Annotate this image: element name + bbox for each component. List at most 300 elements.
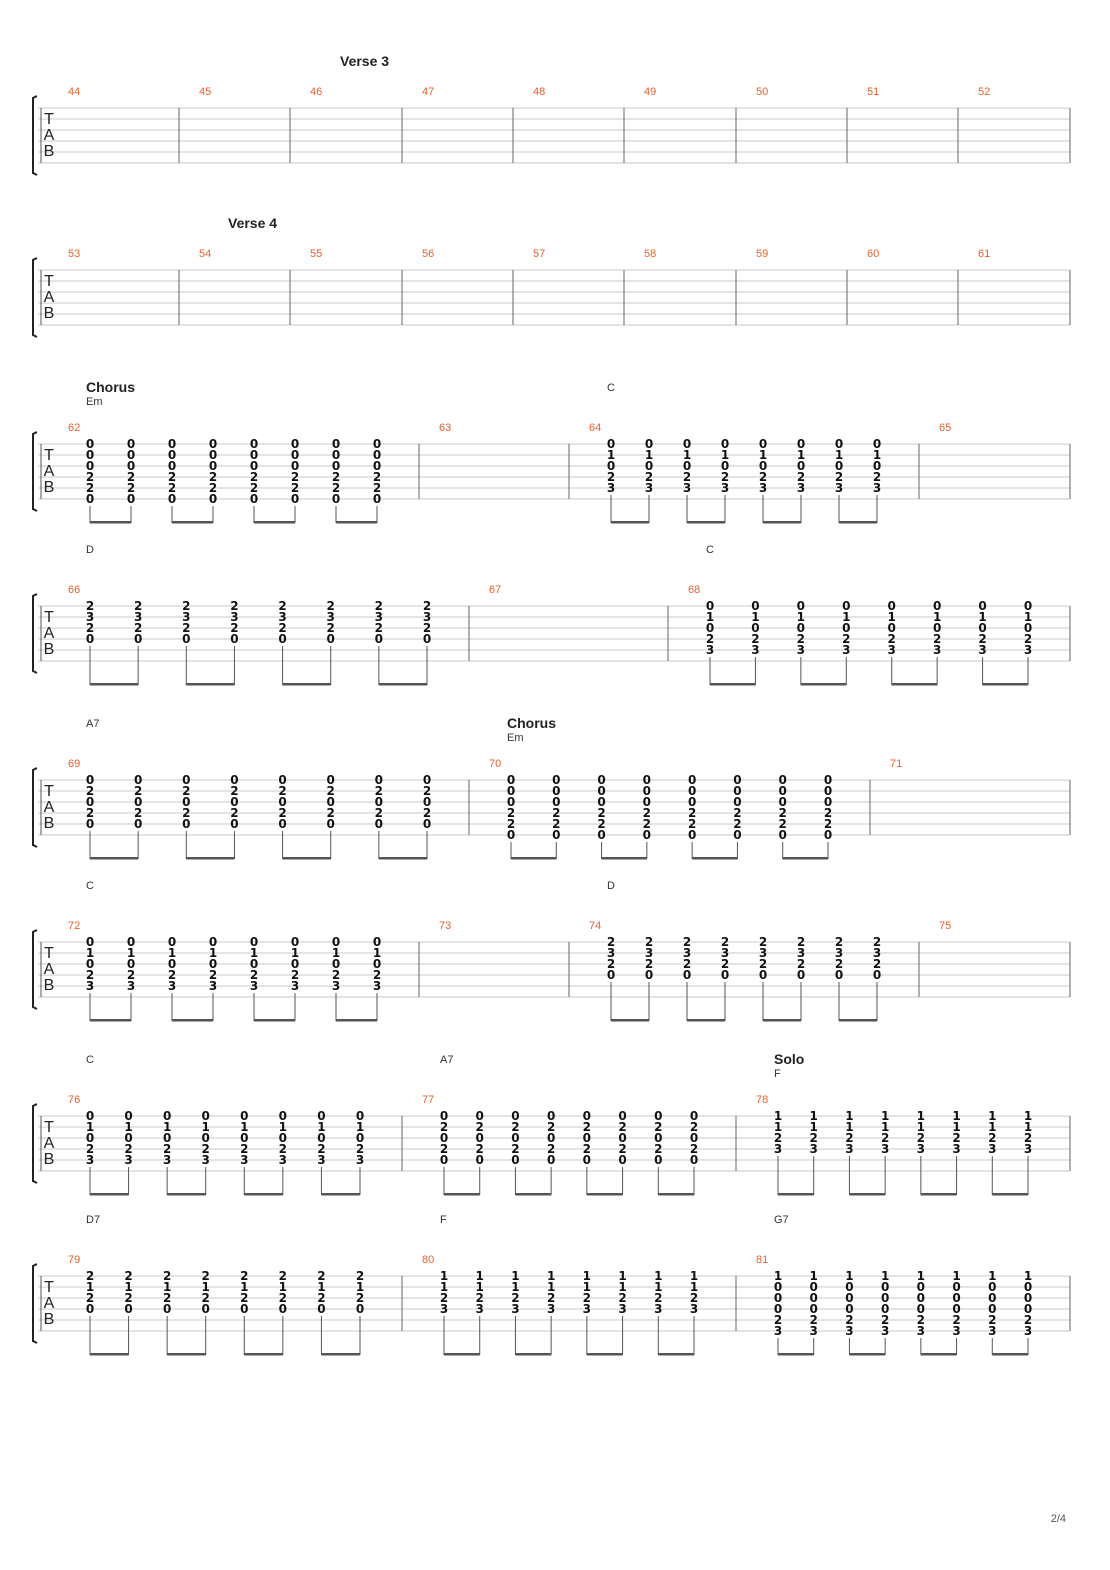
tab-clef-letter: A [43,1295,55,1312]
fret-number: 0 [597,795,606,809]
fret-number: 2 [758,470,768,484]
fret-number: 0 [278,1131,288,1145]
fret-number: 1 [201,1280,210,1294]
fret-number: 1 [546,1280,556,1294]
measure-number: 64 [589,422,602,434]
fret-number: 1 [355,1280,365,1294]
fret-number: 2 [644,935,654,949]
fret-number: 1 [887,610,896,624]
fret-number: 2 [733,806,742,820]
fret-number: 0 [733,784,742,798]
fret-number: 0 [182,632,191,646]
fret-number: 0 [372,459,382,473]
measure-number: 69 [68,758,81,770]
fret-number: 0 [201,1109,210,1123]
note-beam [921,1353,957,1356]
fret-number: 0 [809,1291,818,1305]
fret-number: 0 [182,795,191,809]
fret-number: 0 [372,437,382,451]
fret-number: 0 [644,459,654,473]
fret-number: 2 [290,470,300,484]
fret-number: 0 [85,817,95,831]
measure-number: 72 [68,920,81,932]
fret-number: 0 [642,828,652,842]
fret-number: 0 [355,1302,365,1316]
fret-number: 1 [773,1109,783,1123]
fret-number: 0 [773,1302,783,1316]
fret-number: 2 [978,632,987,646]
fret-number: 2 [689,1142,699,1156]
fret-number: 0 [872,459,882,473]
fret-number: 2 [682,957,692,971]
fret-number: 3 [1023,1324,1033,1338]
fret-number: 2 [773,1313,783,1327]
measure-number: 46 [310,86,323,98]
fret-number: 2 [133,806,143,820]
fret-number: 2 [326,599,335,613]
fret-number: 3 [249,979,259,993]
fret-number: 1 [916,1120,926,1134]
tab-clef-letter: B [43,143,55,160]
fret-number: 2 [208,470,218,484]
fret-number: 2 [654,1142,663,1156]
note-beam [444,1193,480,1196]
note-beam [254,1019,295,1022]
fret-number: 3 [208,979,218,993]
fret-number: 0 [552,795,561,809]
chord-name: C [86,1054,94,1066]
fret-number: 1 [796,448,806,462]
fret-number: 0 [230,632,239,646]
fret-number: 0 [689,1109,699,1123]
fret-number: 3 [326,610,335,624]
note-beam [90,1353,129,1356]
fret-number: 2 [208,968,218,982]
fret-number: 1 [845,1269,854,1283]
fret-number: 2 [916,1313,926,1327]
fret-number: 0 [642,773,652,787]
fret-number: 0 [475,1153,484,1167]
chord-name: A7 [440,1054,454,1066]
fret-number: 0 [326,795,335,809]
fret-number: 0 [952,1280,961,1294]
fret-number: 1 [988,1109,997,1123]
system-bracket [33,1264,37,1343]
fret-number: 0 [597,773,606,787]
fret-number: 0 [952,1291,961,1305]
tab-clef-letter: T [44,111,54,128]
note-beam [167,1193,206,1196]
measure-number: 68 [688,584,701,596]
measure-number: 71 [890,758,903,770]
fret-number: 3 [758,481,768,495]
fret-number: 2 [705,632,715,646]
fret-number: 0 [374,817,384,831]
fret-number: 0 [201,1131,210,1145]
note-beam [90,683,138,686]
note-beam [687,1019,725,1022]
fret-number: 1 [249,946,259,960]
note-beam [244,1353,283,1356]
fret-number: 0 [133,773,143,787]
fret-number: 3 [916,1324,926,1338]
fret-number: 1 [689,1269,699,1283]
fret-number: 2 [331,968,341,982]
fret-number: 2 [682,470,692,484]
measure-number: 75 [939,920,952,932]
measure-number: 54 [199,248,212,260]
fret-number: 1 [952,1109,961,1123]
fret-number: 2 [475,1120,484,1134]
fret-number: 2 [240,1269,249,1283]
fret-number: 2 [642,817,652,831]
fret-number: 0 [887,599,896,613]
fret-number: 3 [85,610,95,624]
fret-number: 0 [654,1131,663,1145]
fret-number: 0 [834,459,844,473]
tab-clef-letter: A [43,1135,55,1152]
fret-number: 2 [372,968,382,982]
fret-number: 0 [126,448,136,462]
fret-number: 3 [85,979,95,993]
fret-number: 0 [1023,1291,1033,1305]
fret-number: 3 [978,643,987,657]
note-beam [321,1193,360,1196]
fret-number: 2 [278,621,287,635]
section-label: Verse 4 [228,215,278,231]
measure-number: 79 [68,1254,81,1266]
fret-number: 0 [182,817,191,831]
note-beam [515,1193,551,1196]
fret-number: 2 [689,1291,699,1305]
fret-number: 2 [182,621,191,635]
fret-number: 3 [644,946,654,960]
fret-number: 2 [331,481,341,495]
fret-number: 2 [85,1142,95,1156]
note-beam [992,1193,1028,1196]
note-beam [167,1353,206,1356]
fret-number: 0 [85,1109,95,1123]
fret-number: 0 [230,773,239,787]
fret-number: 2 [126,481,136,495]
measure-number: 77 [422,1094,435,1106]
fret-number: 0 [511,1109,520,1123]
fret-number: 0 [796,599,806,613]
fret-number: 2 [606,470,616,484]
section-label: Solo [774,1051,805,1067]
note-beam [892,683,937,686]
fret-number: 0 [506,773,516,787]
fret-number: 1 [845,1109,854,1123]
fret-number: 2 [546,1142,556,1156]
fret-number: 0 [475,1131,484,1145]
system-bracket [33,930,37,1009]
fret-number: 2 [290,968,300,982]
note-beam [186,857,234,860]
fret-number: 1 [240,1120,249,1134]
fret-number: 1 [162,1280,172,1294]
fret-number: 0 [511,1153,520,1167]
fret-number: 2 [845,1313,854,1327]
fret-number: 3 [751,643,760,657]
fret-number: 2 [326,784,335,798]
note-beam [283,857,331,860]
fret-number: 1 [845,1120,854,1134]
fret-number: 1 [278,1280,288,1294]
chord-name: D7 [86,1214,101,1226]
chord-name: D [86,544,94,556]
fret-number: 3 [133,610,143,624]
tab-clef-letter: T [44,945,54,962]
note-beam [658,1353,694,1356]
fret-number: 0 [167,492,177,506]
fret-number: 0 [208,935,218,949]
fret-number: 2 [511,1142,520,1156]
fret-number: 0 [932,599,942,613]
fret-number: 1 [618,1280,627,1294]
fret-number: 2 [682,935,692,949]
fret-number: 2 [182,599,191,613]
fret-number: 0 [439,1153,449,1167]
measure-number: 62 [68,422,81,434]
fret-number: 0 [422,632,432,646]
fret-number: 1 [167,946,177,960]
fret-number: 0 [422,795,432,809]
fret-number: 3 [988,1142,997,1156]
fret-number: 1 [317,1280,326,1294]
fret-number: 2 [511,1291,520,1305]
fret-number: 0 [133,795,143,809]
fret-number: 0 [773,1280,783,1294]
fret-number: 0 [809,1302,818,1316]
fret-number: 0 [823,773,833,787]
fret-number: 0 [290,459,300,473]
fret-number: 0 [1023,1280,1033,1294]
note-beam [90,1193,129,1196]
fret-number: 0 [372,935,382,949]
fret-number: 1 [988,1120,997,1134]
fret-number: 3 [606,946,616,960]
measure-number: 67 [489,584,502,596]
fret-number: 0 [278,795,287,809]
measure-number: 44 [68,86,81,98]
fret-number: 3 [809,1142,818,1156]
fret-number: 0 [85,773,95,787]
fret-number: 0 [230,795,239,809]
fret-number: 0 [326,773,335,787]
fret-number: 0 [85,437,95,451]
fret-number: 0 [85,1131,95,1145]
fret-number: 0 [606,968,616,982]
fret-number: 0 [126,492,136,506]
note-beam [778,1353,814,1356]
note-beam [687,521,725,524]
fret-number: 1 [880,1269,890,1283]
fret-number: 2 [552,817,561,831]
fret-number: 1 [682,448,692,462]
fret-number: 2 [511,1120,520,1134]
fret-number: 3 [880,1324,890,1338]
fret-number: 0 [511,1131,520,1145]
fret-number: 3 [374,610,384,624]
fret-number: 0 [552,784,561,798]
fret-number: 0 [422,773,432,787]
fret-number: 0 [372,492,382,506]
fret-number: 2 [201,1291,210,1305]
fret-number: 2 [162,1291,172,1305]
fret-number: 3 [682,946,692,960]
fret-number: 0 [126,935,136,949]
measure-number: 73 [439,920,452,932]
system-bracket [33,258,37,337]
measure-number: 60 [867,248,880,260]
fret-number: 1 [880,1120,890,1134]
fret-number: 3 [773,1142,783,1156]
fret-number: 1 [475,1280,484,1294]
fret-number: 0 [823,784,833,798]
fret-number: 3 [278,1153,288,1167]
fret-number: 2 [167,481,177,495]
fret-number: 0 [845,1280,854,1294]
fret-number: 0 [133,632,143,646]
fret-number: 0 [654,1153,663,1167]
fret-number: 0 [249,437,259,451]
fret-number: 2 [278,784,287,798]
fret-number: 2 [326,806,335,820]
fret-number: 1 [290,946,300,960]
fret-number: 2 [988,1131,997,1145]
fret-number: 0 [978,621,987,635]
fret-number: 3 [834,946,844,960]
fret-number: 2 [124,1142,133,1156]
fret-number: 2 [952,1313,961,1327]
note-beam [839,521,877,524]
fret-number: 0 [552,773,561,787]
fret-number: 1 [511,1280,520,1294]
fret-number: 2 [880,1131,890,1145]
note-beam [172,521,213,524]
fret-number: 2 [439,1291,449,1305]
measure-number: 61 [978,248,991,260]
fret-number: 2 [124,1291,133,1305]
fret-number: 0 [952,1302,961,1316]
fret-number: 2 [167,470,177,484]
note-beam [763,1019,801,1022]
fret-number: 2 [422,806,432,820]
fret-number: 2 [372,470,382,484]
fret-number: 0 [552,828,561,842]
fret-number: 0 [644,968,654,982]
fret-number: 0 [834,968,844,982]
fret-number: 1 [511,1269,520,1283]
fret-number: 0 [439,1109,449,1123]
fret-number: 0 [126,459,136,473]
fret-number: 2 [834,935,844,949]
note-beam [839,1019,877,1022]
fret-number: 0 [546,1131,556,1145]
fret-number: 0 [326,817,335,831]
fret-number: 3 [887,643,896,657]
fret-number: 2 [720,957,730,971]
note-beam [658,1193,694,1196]
fret-number: 0 [682,437,692,451]
fret-number: 2 [758,957,768,971]
fret-number: 2 [85,1291,95,1305]
fret-number: 2 [133,599,143,613]
fret-number: 0 [167,459,177,473]
fret-number: 3 [606,481,616,495]
fret-number: 0 [290,957,300,971]
system-bracket [33,96,37,175]
chord-name: F [440,1214,447,1226]
chord-name: C [706,544,714,556]
fret-number: 1 [439,1269,449,1283]
fret-number: 1 [809,1109,818,1123]
fret-number: 1 [317,1120,326,1134]
fret-number: 1 [606,448,616,462]
fret-number: 3 [988,1324,997,1338]
note-beam [186,683,234,686]
tab-clef-letter: A [43,799,55,816]
system-bracket [33,594,37,673]
fret-number: 1 [278,1120,288,1134]
fret-number: 2 [809,1313,818,1327]
fret-number: 0 [887,621,896,635]
fret-number: 0 [374,632,384,646]
fret-number: 0 [751,621,760,635]
fret-number: 0 [644,437,654,451]
fret-number: 2 [374,784,384,798]
fret-number: 2 [773,1131,783,1145]
fret-number: 3 [372,979,382,993]
measure-number: 49 [644,86,657,98]
fret-number: 1 [331,946,341,960]
fret-number: 0 [751,599,760,613]
fret-number: 1 [85,946,95,960]
fret-number: 0 [372,957,382,971]
chord-name: D [607,880,615,892]
fret-number: 3 [355,1153,365,1167]
fret-number: 0 [331,459,341,473]
fret-number: 0 [162,1302,172,1316]
fret-number: 0 [249,957,259,971]
fret-number: 2 [644,470,654,484]
fret-number: 0 [85,448,95,462]
fret-number: 2 [796,470,806,484]
fret-number: 1 [758,448,768,462]
fret-number: 3 [682,481,692,495]
fret-number: 0 [582,1153,592,1167]
fret-number: 1 [85,1120,95,1134]
fret-number: 0 [331,448,341,462]
fret-number: 1 [546,1269,556,1283]
note-beam [511,857,556,860]
fret-number: 3 [796,481,806,495]
measure-number: 56 [422,248,435,260]
fret-number: 2 [872,957,882,971]
fret-number: 1 [952,1120,961,1134]
fret-number: 1 [124,1120,133,1134]
fret-number: 2 [796,632,806,646]
fret-number: 2 [687,817,697,831]
fret-number: 2 [201,1269,210,1283]
fret-number: 1 [1023,1269,1033,1283]
fret-number: 2 [606,935,616,949]
fret-number: 2 [582,1142,592,1156]
note-beam [602,857,647,860]
note-beam [611,1019,649,1022]
note-beam [90,1019,131,1022]
